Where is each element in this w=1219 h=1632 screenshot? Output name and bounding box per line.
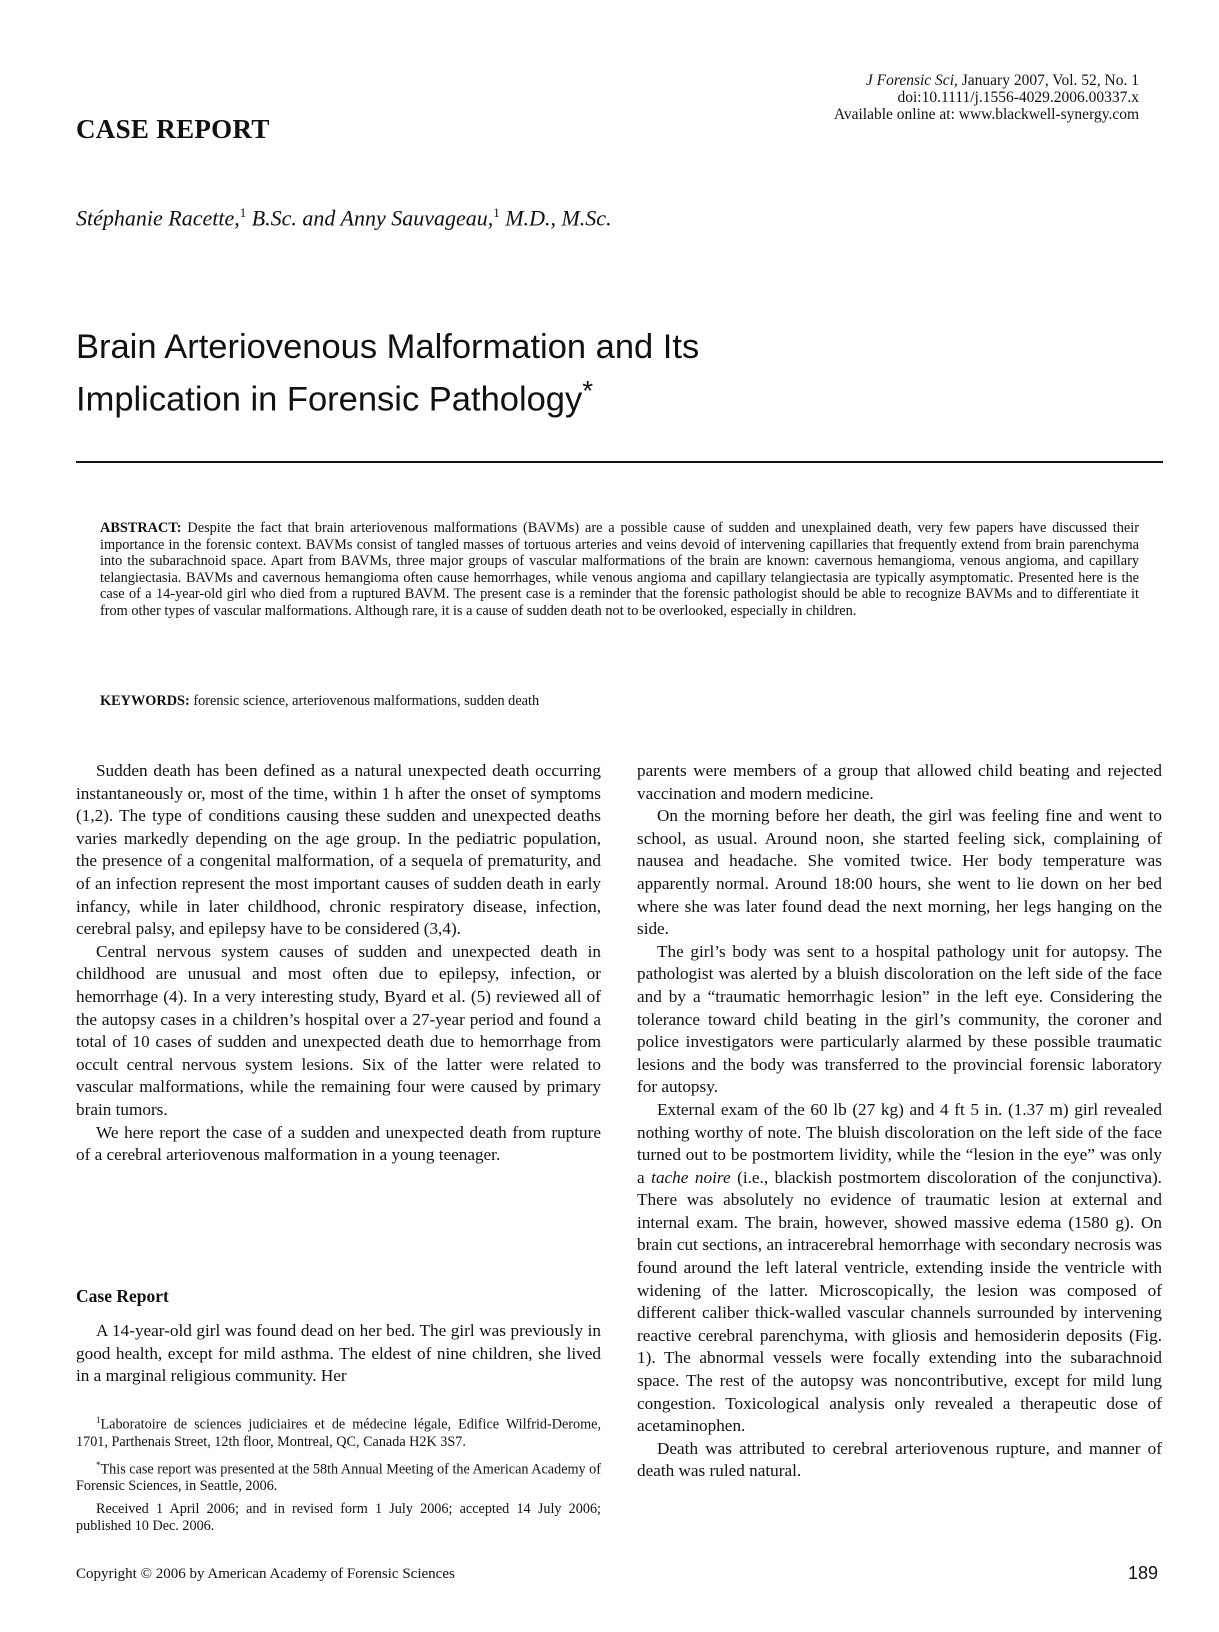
keywords-text: forensic science, arteriovenous malformations, sudden death <box>189 693 540 709</box>
journal-issue: January 2007, Vol. 52, No. 1 <box>957 72 1139 89</box>
keywords <box>100 693 539 710</box>
left-column-case-report <box>76 1320 601 1388</box>
doi: doi:10.1111/j.1556-4029.2006.00337.x <box>897 89 1139 106</box>
title-line-2 <box>76 368 836 421</box>
abstract <box>100 520 1139 620</box>
author-line <box>76 205 612 231</box>
paragraph: On the morning before her death, the girl was feeling fine and went to school, as usual. Around noon, she started feeling sick, complaining of nausea and headache. She vomited twice. Her body temperature was apparently normal. Around 18:00 hours, she went to lie down on her bed where she was later found dead the next morning, her legs hanging on the side. <box>637 806 1162 939</box>
author-2-affiliation-mark: 1 <box>493 205 500 220</box>
title-line-2-text: Implication in Forensic Pathology <box>76 380 583 419</box>
footnote-received: Received 1 April 2006; and in revised form 1 July 2006; accepted 14 July 2006; published 10 Dec. 2006. <box>76 1501 601 1535</box>
abstract-text: Despite the fact that brain arteriovenous malformations (BAVMs) are a possible cause of sudden and unexplained death, very few papers have discussed their importance in the forensic context. BAVMs consist of tangled masses of tortuous arteries and veins devoid of intervening capillaries that frequently extend from brain parenchyma into the subarachnoid space. Apart from BAVMs, three major groups of vascular malformations of the brain are known: cavernous hemangioma, venous angioma, and capillary telangiectasia. BAVMs and cavernous hemangioma often cause hemorrhages, while venous angioma and capillary telangiectasia are typically asymptomatic. Presented here is the case of a 14-year-old girl who died from a ruptured BAVM. The present case is a reminder that the forensic pathologist should be able to recognize BAVMs and to differentiate it from other types of vascular malformations. Although rare, it is a cause of sudden death not to be overlooked, especially in children. <box>100 520 1139 619</box>
text-run: (i.e., blackish postmortem discoloration of the conjunctiva). There was absolutely no evidence of traumatic lesion at external and internal exam. The brain, however, showed massive edema (1580 g). On brain cut sections, an intracerebral hemorrhage with secondary necrosis was found around the left lateral ventricle, extending inside the ventricle with widening of the latter. Microscopically, the lesion was composed of different caliber thick-walled vascular channels surrounded by intervening reactive cerebral parenchyma, with gliosis and hemosiderin deposits (Fig. 1). The abnormal vessels were focally extending into the subarachnoid space. The rest of the autopsy was noncontributive, except for mild lung congestion. Toxicological analysis only revealed a therapeutic dose of acetaminophen. <box>637 1167 1162 1436</box>
italic-term: tache noire <box>651 1167 731 1187</box>
author-1-affiliation-mark: 1 <box>239 205 247 220</box>
paragraph: Death was attributed to cerebral arteriovenous rupture, and manner of death was ruled natural. <box>637 1438 1162 1481</box>
paragraph <box>637 1099 1162 1438</box>
keywords-label: KEYWORDS: <box>100 693 190 709</box>
title-footnote-star: * <box>582 375 594 406</box>
page-number: 189 <box>1128 1563 1159 1583</box>
journal-name: J Forensic Sci, <box>865 72 958 89</box>
copyright: Copyright © 2006 by American Academy of Forensic Sciences <box>76 1566 455 1582</box>
footnote-text: Laboratoire de sciences judiciaires et de médecine légale, Edifice Wilfrid-Derome, 1701, Parthenais Street, 12th floor, Montreal, QC, Canada H2K 3S7. <box>76 1416 601 1450</box>
author-2-name: B.Sc. and Anny Sauvageau, <box>246 205 494 231</box>
article-title <box>76 326 836 421</box>
footnote-affiliation <box>76 1412 601 1451</box>
title-divider <box>76 461 1163 463</box>
text-run: External exam of the 60 lb (27 kg) and 4 ft 5 in. (1.37 m) girl revealed nothing worthy of note. The bluish discoloration on the left side of the face turned out to be postmortem lividity, while the “lesion in the eye” was only a <box>637 1099 1162 1187</box>
paragraph: We here report the case of a sudden and unexpected death from rupture of a cerebral arteriovenous malformation in a young teenager. <box>76 1122 601 1165</box>
paragraph: The girl’s body was sent to a hospital pathology unit for autopsy. The pathologist was alerted by a bluish discoloration on the left side of the face and by a “traumatic hemorrhagic lesion” in the left eye. Considering the tolerance toward child beating in the girl’s community, the coroner and police investigators were particularly alarmed by these possible traumatic lesions and the body was transferred to the provincial forensic laboratory for autopsy. <box>637 941 1162 1097</box>
author-2-degrees: M.D., M.Sc. <box>499 205 612 231</box>
author-1-name: Stéphanie Racette, <box>76 205 240 231</box>
footnote-mark: 1 <box>96 1415 101 1425</box>
journal-citation <box>834 72 1139 123</box>
left-column <box>76 760 601 1167</box>
footnote-text: This case report was presented at the 58th Annual Meeting of the American Academy of Forensic Sciences, in Seattle, 2006. <box>76 1461 601 1495</box>
paragraph: parents were members of a group that allowed child beating and rejected vaccination and modern medicine. <box>637 761 1162 803</box>
section-heading: Case Report <box>76 1286 169 1306</box>
online-availability: Available online at: www.blackwell-synergy.com <box>833 106 1139 123</box>
right-column <box>637 760 1162 1483</box>
paragraph: Sudden death has been defined as a natural unexpected death occurring instantaneously or, most of the time, within 1 h after the onset of symptoms (1,2). The type of conditions causing these sudden and unexpected deaths varies markedly depending on the age group. In the pediatric population, the presence of a congenital malformation, of a sequela of prematurity, and of an infection represent the most important causes of sudden death in early infancy, while in later childhood, chronic respiratory disease, infection, cerebral palsy, and epilepsy have to be considered (3,4). <box>76 761 601 939</box>
article-type-label: CASE REPORT <box>76 114 270 144</box>
title-line-1: Brain Arteriovenous Malformation and Its <box>76 328 700 366</box>
paragraph: A 14-year-old girl was found dead on her bed. The girl was previously in good health, except for mild asthma. The eldest of nine children, she lived in a marginal religious community. Her <box>76 1321 601 1386</box>
footnote-presentation <box>76 1457 601 1496</box>
abstract-label: ABSTRACT: <box>100 520 182 536</box>
journal-line <box>834 72 1139 89</box>
footnote-mark: * <box>96 1459 101 1470</box>
footnotes <box>76 1412 601 1541</box>
paragraph: Central nervous system causes of sudden and unexpected death in childhood are unusual and most often due to epilepsy, infection, or hemorrhage (4). In a very interesting study, Byard et al. (5) reviewed all of the autopsy cases in a children’s hospital over a 27-year period and found a total of 10 cases of sudden and unexpected death due to hemorrhage from occult central nervous system lesions. Six of the latter were related to vascular malformations, while the remaining four were caused by primary brain tumors. <box>76 941 601 1119</box>
